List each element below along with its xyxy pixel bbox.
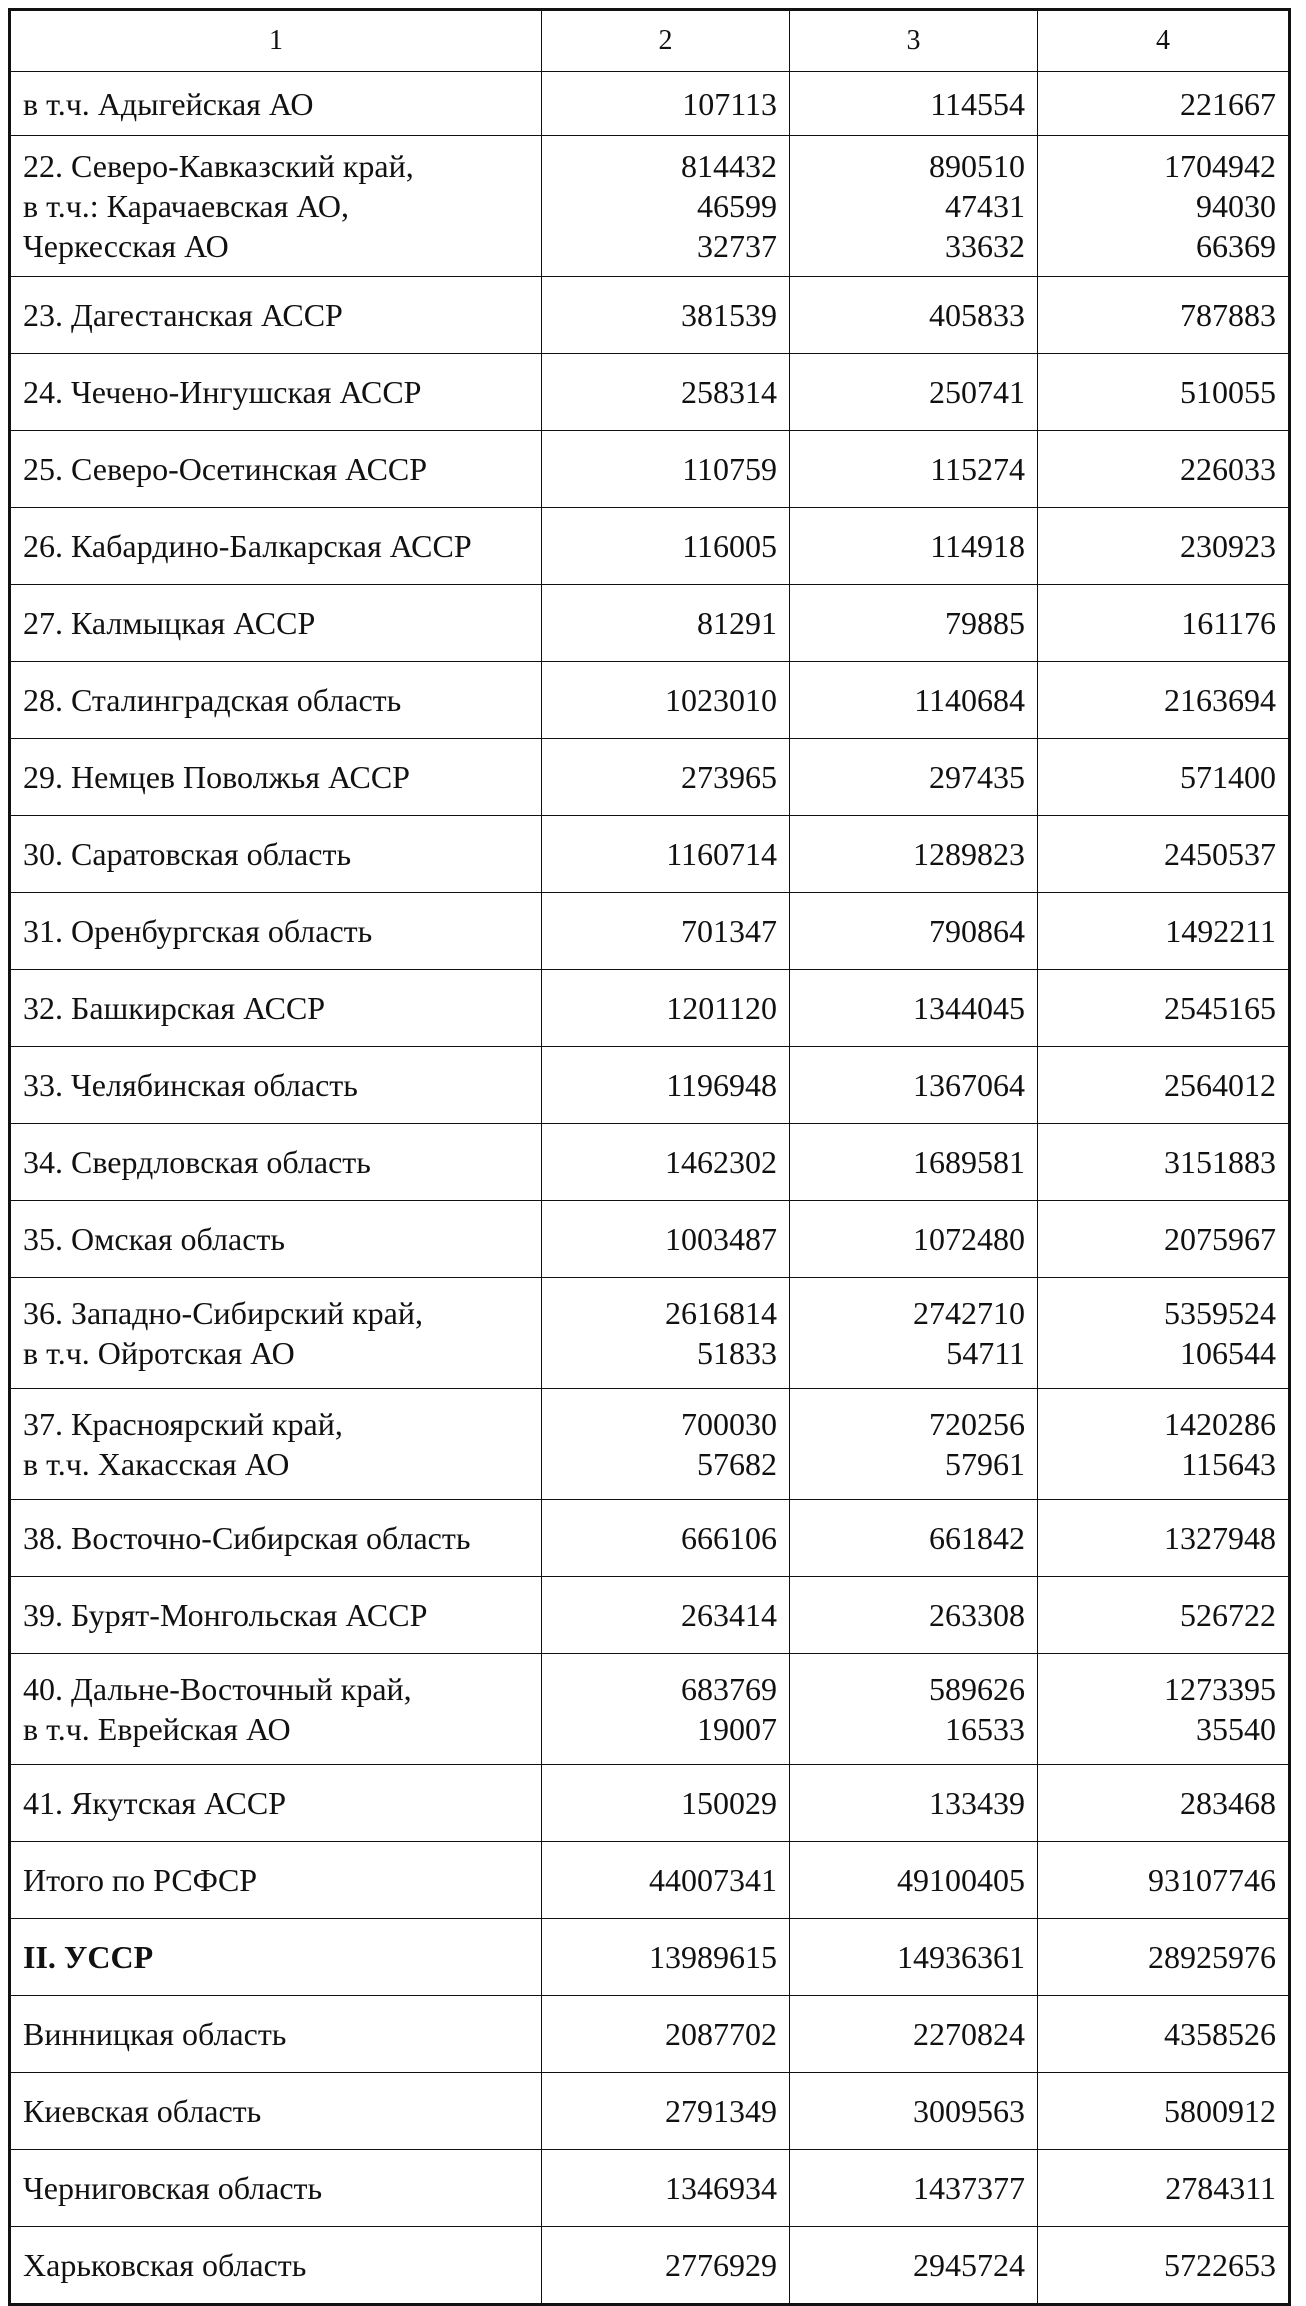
- region-name-line: 29. Немцев Поволжья АССР: [23, 759, 410, 795]
- value-cell-col2: [542, 816, 790, 893]
- region-name-cell: [10, 431, 542, 508]
- value-cell-col4: [1038, 1765, 1290, 1842]
- region-name-line: 38. Восточно-Сибирская область: [23, 1520, 471, 1556]
- table-row: [10, 1996, 1290, 2073]
- value-cell-col2: [542, 970, 790, 1047]
- value-cell-col2: [542, 662, 790, 739]
- value-line: 1201120: [666, 990, 777, 1026]
- value-cell-col3: [790, 662, 1038, 739]
- value-cell-col4: [1038, 1278, 1290, 1389]
- value-cell-col4: [1038, 1500, 1290, 1577]
- value-line: 263308: [929, 1597, 1025, 1633]
- value-line: 701347: [681, 913, 777, 949]
- value-line: 107113: [682, 85, 777, 122]
- region-name-line: 33. Челябинская область: [23, 1067, 358, 1103]
- value-cell-col4: [1038, 893, 1290, 970]
- table-row: [10, 277, 1290, 354]
- document-page: [8, 8, 1296, 2283]
- value-line: 526722: [1180, 1597, 1276, 1633]
- table-row: [10, 1765, 1290, 1842]
- value-line: 250741: [929, 374, 1025, 410]
- value-line: 115274: [930, 451, 1025, 487]
- value-cell-col3: [790, 1389, 1038, 1500]
- value-line: 81291: [697, 605, 777, 641]
- value-line: 283468: [1180, 1785, 1276, 1821]
- region-name-cell: [10, 1201, 542, 1278]
- table-row: [10, 354, 1290, 431]
- value-line: 1437377: [913, 2170, 1025, 2206]
- table-row: [10, 1124, 1290, 1201]
- region-name-line: в т.ч. Адыгейская АО: [23, 85, 314, 122]
- region-name-line: в т.ч. Еврейская АО: [23, 1711, 291, 1747]
- value-line: 44007341: [649, 1862, 777, 1898]
- value-line: 661842: [929, 1520, 1025, 1556]
- value-line: 405833: [929, 297, 1025, 333]
- value-line: 381539: [681, 297, 777, 333]
- value-line: 49100405: [897, 1862, 1025, 1898]
- value-line: 1420286: [1164, 1406, 1276, 1442]
- region-name-cell: [10, 1278, 542, 1389]
- value-cell-col4: [1038, 508, 1290, 585]
- value-cell-col4: [1038, 1996, 1290, 2073]
- value-line: 5800912: [1164, 2093, 1276, 2129]
- value-line: 2075967: [1164, 1221, 1276, 1257]
- value-cell-col2: [542, 136, 790, 277]
- value-line: 57682: [697, 1446, 777, 1482]
- value-line: 2270824: [913, 2016, 1025, 2052]
- region-name-line: Киевская область: [23, 2093, 262, 2129]
- value-cell-col4: [1038, 1919, 1290, 1996]
- region-name-cell: [10, 2073, 542, 2150]
- value-line: 116005: [682, 528, 777, 564]
- value-line: 1003487: [665, 1221, 777, 1257]
- value-cell-col2: [542, 1765, 790, 1842]
- value-line: 1689581: [913, 1144, 1025, 1180]
- region-name-line: 22. Северо-Кавказский край,: [23, 148, 414, 184]
- value-line: 66369: [1196, 228, 1276, 264]
- value-line: 33632: [945, 228, 1025, 264]
- value-cell-col2: [542, 1996, 790, 2073]
- value-line: 16533: [945, 1711, 1025, 1747]
- table-row: [10, 508, 1290, 585]
- region-name-cell: [10, 508, 542, 585]
- value-line: 2545165: [1164, 990, 1276, 1026]
- region-name-line: 36. Западно-Сибирский край,: [23, 1295, 423, 1331]
- region-name-cell: [10, 585, 542, 662]
- value-cell-col2: [542, 1654, 790, 1765]
- region-name-line: Харьковская область: [23, 2247, 307, 2283]
- value-line: 2163694: [1164, 682, 1276, 718]
- region-name-cell: [10, 2227, 542, 2305]
- table-row: [10, 739, 1290, 816]
- value-line: 1289823: [913, 836, 1025, 872]
- region-name-cell: [10, 354, 542, 431]
- value-cell-col4: [1038, 1577, 1290, 1654]
- value-line: 5722653: [1164, 2247, 1276, 2283]
- value-line: 1196948: [666, 1067, 777, 1103]
- value-line: 114918: [930, 528, 1025, 564]
- region-name-line: 34. Свердловская область: [23, 1144, 371, 1180]
- value-line: 3151883: [1164, 1144, 1276, 1180]
- header-cell-3: 3: [790, 10, 1038, 72]
- value-cell-col3: [790, 1500, 1038, 1577]
- value-cell-col2: [542, 585, 790, 662]
- value-line: 700030: [681, 1406, 777, 1442]
- region-name-cell: [10, 1996, 542, 2073]
- value-line: 1346934: [665, 2170, 777, 2206]
- value-cell-col3: [790, 2227, 1038, 2305]
- region-name-line: Черкесская АО: [23, 228, 229, 264]
- value-cell-col4: [1038, 739, 1290, 816]
- value-line: 1160714: [666, 836, 777, 872]
- region-name-line: 26. Кабардино-Балкарская АССР: [23, 528, 472, 564]
- region-name-line: 40. Дальне-Восточный край,: [23, 1671, 412, 1707]
- table-row: [10, 816, 1290, 893]
- table-row: [10, 1842, 1290, 1919]
- table-row: [10, 72, 1290, 136]
- value-cell-col2: [542, 1389, 790, 1500]
- value-line: 51833: [697, 1335, 777, 1371]
- region-name-line: 32. Башкирская АССР: [23, 990, 326, 1026]
- table-row: [10, 1577, 1290, 1654]
- table-row: [10, 1500, 1290, 1577]
- region-name-cell: [10, 136, 542, 277]
- value-line: 115643: [1181, 1446, 1276, 1482]
- region-name-line: в т.ч. Ойротская АО: [23, 1335, 295, 1371]
- header-cell-4: 4: [1038, 10, 1290, 72]
- region-name-cell: [10, 1047, 542, 1124]
- table-row: [10, 585, 1290, 662]
- value-cell-col4: [1038, 2227, 1290, 2305]
- table-row: [10, 1047, 1290, 1124]
- value-line: 787883: [1180, 297, 1276, 333]
- region-name-line: 28. Сталинградская область: [23, 682, 402, 718]
- value-line: 93107746: [1148, 1862, 1276, 1898]
- value-cell-col3: [790, 1919, 1038, 1996]
- value-line: 2087702: [665, 2016, 777, 2052]
- table-row: [10, 431, 1290, 508]
- value-line: 94030: [1196, 188, 1276, 224]
- value-line: 683769: [681, 1671, 777, 1707]
- value-cell-col2: [542, 72, 790, 136]
- table-row: [10, 1201, 1290, 1278]
- value-cell-col3: [790, 1996, 1038, 2073]
- region-name-line: Итого по РСФСР: [23, 1862, 258, 1898]
- region-name-line: 25. Северо-Осетинская АССР: [23, 451, 428, 487]
- value-cell-col3: [790, 431, 1038, 508]
- value-line: 2776929: [665, 2247, 777, 2283]
- region-name-cell: [10, 1389, 542, 1500]
- value-line: 57961: [945, 1446, 1025, 1482]
- value-cell-col3: [790, 585, 1038, 662]
- value-cell-col3: [790, 739, 1038, 816]
- value-cell-col3: [790, 1842, 1038, 1919]
- region-name-cell: [10, 893, 542, 970]
- value-line: 3009563: [913, 2093, 1025, 2129]
- value-cell-col4: [1038, 277, 1290, 354]
- value-cell-col3: [790, 1278, 1038, 1389]
- value-cell-col4: [1038, 72, 1290, 136]
- value-line: 263414: [681, 1597, 777, 1633]
- value-line: 814432: [681, 148, 777, 184]
- value-cell-col3: [790, 1765, 1038, 1842]
- value-cell-col2: [542, 1047, 790, 1124]
- value-cell-col4: [1038, 816, 1290, 893]
- value-cell-col3: [790, 1124, 1038, 1201]
- value-line: 1023010: [665, 682, 777, 718]
- table-row: [10, 2227, 1290, 2305]
- table-row: [10, 1919, 1290, 1996]
- value-cell-col3: [790, 893, 1038, 970]
- value-line: 297435: [929, 759, 1025, 795]
- value-cell-col2: [542, 508, 790, 585]
- value-cell-col3: [790, 277, 1038, 354]
- value-cell-col4: [1038, 585, 1290, 662]
- region-name-line: Винницкая область: [23, 2016, 287, 2052]
- region-name-cell: [10, 739, 542, 816]
- value-line: 5359524: [1164, 1295, 1276, 1331]
- value-line: 133439: [929, 1785, 1025, 1821]
- value-line: 1367064: [913, 1067, 1025, 1103]
- header-cell-1: 1: [10, 10, 542, 72]
- value-cell-col3: [790, 970, 1038, 1047]
- value-line: 4358526: [1164, 2016, 1276, 2052]
- table-body: [10, 10, 1290, 2305]
- value-line: 114554: [930, 85, 1025, 122]
- value-line: 28925976: [1148, 1939, 1276, 1975]
- region-name-line: 23. Дагестанская АССР: [23, 297, 343, 333]
- value-cell-col2: [542, 893, 790, 970]
- value-cell-col3: [790, 1577, 1038, 1654]
- region-name-line: 30. Саратовская область: [23, 836, 352, 872]
- value-line: 106544: [1180, 1335, 1276, 1371]
- value-cell-col2: [542, 739, 790, 816]
- value-cell-col4: [1038, 1389, 1290, 1500]
- value-line: 2564012: [1164, 1067, 1276, 1103]
- value-cell-col2: [542, 1124, 790, 1201]
- region-name-cell: [10, 72, 542, 136]
- region-name-cell: [10, 277, 542, 354]
- table-row: [10, 893, 1290, 970]
- value-line: 589626: [929, 1671, 1025, 1707]
- value-line: 1344045: [913, 990, 1025, 1026]
- value-cell-col3: [790, 1047, 1038, 1124]
- value-cell-col4: [1038, 1842, 1290, 1919]
- value-line: 226033: [1180, 451, 1276, 487]
- region-name-cell: [10, 1124, 542, 1201]
- table-row: [10, 1389, 1290, 1500]
- value-line: 230923: [1180, 528, 1276, 564]
- table-row: [10, 2073, 1290, 2150]
- value-line: 1072480: [913, 1221, 1025, 1257]
- value-line: 221667: [1180, 85, 1276, 122]
- region-name-line: 39. Бурят-Монгольская АССР: [23, 1597, 428, 1633]
- value-cell-col4: [1038, 431, 1290, 508]
- header-cell-2: 2: [542, 10, 790, 72]
- value-line: 110759: [682, 451, 777, 487]
- value-line: 510055: [1180, 374, 1276, 410]
- value-cell-col4: [1038, 1047, 1290, 1124]
- value-cell-col4: [1038, 354, 1290, 431]
- table-row: [10, 1654, 1290, 1765]
- value-line: 2450537: [1164, 836, 1276, 872]
- value-cell-col2: [542, 1500, 790, 1577]
- value-line: 1704942: [1164, 148, 1276, 184]
- population-table: [8, 8, 1291, 2306]
- value-line: 54711: [946, 1335, 1025, 1371]
- value-line: 1140684: [914, 682, 1025, 718]
- region-name-cell: [10, 970, 542, 1047]
- region-name-line: 35. Омская область: [23, 1221, 285, 1257]
- value-line: 2791349: [665, 2093, 777, 2129]
- value-line: 790864: [929, 913, 1025, 949]
- region-name-cell: [10, 816, 542, 893]
- value-cell-col3: [790, 2073, 1038, 2150]
- value-line: 2784311: [1165, 2170, 1276, 2206]
- value-cell-col3: [790, 354, 1038, 431]
- value-cell-col2: [542, 354, 790, 431]
- value-line: 47431: [945, 188, 1025, 224]
- value-cell-col2: [542, 1278, 790, 1389]
- value-line: 79885: [945, 605, 1025, 641]
- value-cell-col4: [1038, 136, 1290, 277]
- table-row: [10, 1278, 1290, 1389]
- region-name-cell: [10, 1654, 542, 1765]
- value-line: 571400: [1180, 759, 1276, 795]
- value-cell-col3: [790, 816, 1038, 893]
- value-line: 13989615: [649, 1939, 777, 1975]
- value-cell-col4: [1038, 970, 1290, 1047]
- region-name-line: 27. Калмыцкая АССР: [23, 605, 316, 641]
- value-line: 2742710: [913, 1295, 1025, 1331]
- region-name-cell: [10, 1500, 542, 1577]
- value-line: 890510: [929, 148, 1025, 184]
- value-cell-col2: [542, 1919, 790, 1996]
- value-cell-col4: [1038, 1201, 1290, 1278]
- region-name-cell: [10, 2150, 542, 2227]
- value-cell-col2: [542, 277, 790, 354]
- value-line: 19007: [697, 1711, 777, 1747]
- value-line: 150029: [681, 1785, 777, 1821]
- value-cell-col3: [790, 1201, 1038, 1278]
- value-cell-col2: [542, 1577, 790, 1654]
- value-line: 1327948: [1164, 1520, 1276, 1556]
- value-cell-col3: [790, 136, 1038, 277]
- region-name-cell: [10, 1919, 542, 1996]
- table-row: [10, 662, 1290, 739]
- value-cell-col3: [790, 508, 1038, 585]
- value-line: 32737: [697, 228, 777, 264]
- value-line: 161176: [1181, 605, 1276, 641]
- value-cell-col2: [542, 1201, 790, 1278]
- value-line: 1492211: [1165, 913, 1276, 949]
- value-cell-col3: [790, 72, 1038, 136]
- value-cell-col2: [542, 2073, 790, 2150]
- value-cell-col4: [1038, 1654, 1290, 1765]
- region-name-line: 41. Якутская АССР: [23, 1785, 286, 1821]
- region-name-line: 24. Чечено-Ингушская АССР: [23, 374, 422, 410]
- region-name-cell: [10, 1842, 542, 1919]
- value-cell-col2: [542, 1842, 790, 1919]
- value-cell-col2: [542, 2150, 790, 2227]
- region-name-cell: [10, 1765, 542, 1842]
- table-row: [10, 970, 1290, 1047]
- table-row: [10, 2150, 1290, 2227]
- value-cell-col3: [790, 2150, 1038, 2227]
- value-line: 35540: [1196, 1711, 1276, 1747]
- value-cell-col4: [1038, 2073, 1290, 2150]
- region-name-line: 37. Красноярский край,: [23, 1406, 343, 1442]
- region-name-line: Черниговская область: [23, 2170, 323, 2206]
- value-line: 258314: [681, 374, 777, 410]
- value-line: 1462302: [665, 1144, 777, 1180]
- table-row: [10, 136, 1290, 277]
- value-line: 720256: [929, 1406, 1025, 1442]
- region-name-cell: [10, 662, 542, 739]
- value-line: 2616814: [665, 1295, 777, 1331]
- value-cell-col4: [1038, 1124, 1290, 1201]
- value-line: 1273395: [1164, 1671, 1276, 1707]
- header-row: [10, 10, 1290, 72]
- value-line: 46599: [697, 188, 777, 224]
- value-line: 273965: [681, 759, 777, 795]
- value-cell-col4: [1038, 662, 1290, 739]
- region-name-line: в т.ч.: Карачаевская АО,: [23, 188, 349, 224]
- region-name-line: 31. Оренбургская область: [23, 913, 373, 949]
- value-cell-col3: [790, 1654, 1038, 1765]
- region-name-line: в т.ч. Хакасская АО: [23, 1446, 290, 1482]
- region-name-cell: [10, 1577, 542, 1654]
- value-line: 2945724: [913, 2247, 1025, 2283]
- value-line: 14936361: [897, 1939, 1025, 1975]
- value-cell-col2: [542, 431, 790, 508]
- value-cell-col4: [1038, 2150, 1290, 2227]
- value-cell-col2: [542, 2227, 790, 2305]
- value-line: 666106: [681, 1520, 777, 1556]
- region-name-line: II. УССР: [23, 1939, 154, 1975]
